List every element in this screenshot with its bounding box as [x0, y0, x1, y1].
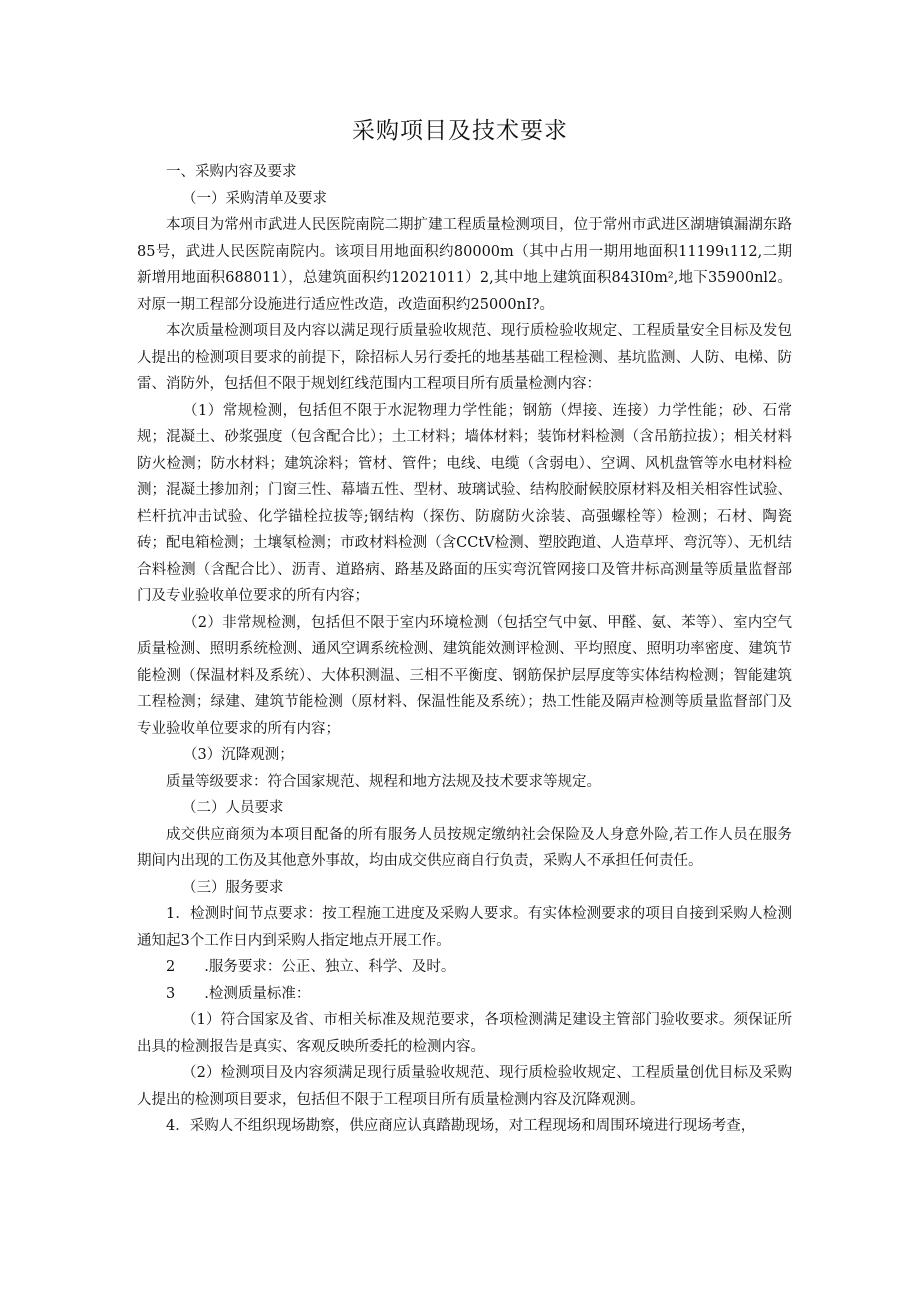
paragraph: 质量等级要求：符合国家规范、规程和地方法规及技术要求等规定。 — [166, 773, 601, 790]
subsection-heading: （一）采购清单及要求 — [182, 190, 327, 207]
list-item: （1）符合国家及省、市相关标准及规范要求，各项检测满足建设主管部门验收要求。须保证所出具的检测报告是真实、客观反映所委托的检测内容。 — [137, 1012, 792, 1055]
subsection-heading: （二）人员要求 — [182, 800, 284, 816]
list-item: 3 .检测质量标准： — [166, 985, 311, 1002]
list-item: （2）非常规检测，包括但不限于室内环境检测（包括空气中氨、甲醛、氨、苯等）、室内空气质量检测、照明系统检测、通风空调系统检测、建筑能效测评检测、平均照度、照明功率密度、建筑节能检测（保温材料及系统）、大体积测温、三相不平衡度、钢筋保护层厚度等实体结构检测；智能建筑工程检测；绿建、建筑节能检测（原材料、保温性能及系统）；热工性能及隔声检测等质量监督部门及专业验收单位要求的所有内容； — [137, 614, 792, 737]
paragraph: 本次质量检测项目及内容以满足现行质量验收规范、现行质检验收规定、工程质量安全目标及发包人提出的检测项目要求的前提下，除招标人另行委托的地基基础工程检测、基坑监测、人防、电梯、防雷、消防外，包括但不限于规划红线范围内工程项目所有质量检测内容： — [137, 323, 792, 392]
list-item: 2 .服务要求：公正、独立、科学、及时。 — [166, 959, 456, 975]
list-item: （2）检测项目及内容须满足现行质量验收规范、现行质检验收规定、工程质量创优目标及采购人提出的检测项目要求，包括但不限于工程项目所有质量检测内容及沉降观测。 — [137, 1065, 792, 1108]
section-heading: 一、采购内容及要求 — [166, 164, 297, 180]
paragraph: 本项目为常州市武进人民医院南院二期扩建工程质量检测项目，位于常州市武进区湖塘镇漏湖东路85号，武进人民医院南院内。该项目用地面积约80000m（其中占用一期用地面积11199ι112,二期新增用地面积688011），总建筑面积约12021011）2,其中地上建筑面积843I0m²,地下35900nl2。对原一期工程部分设施进行适应性改造，改造面积约25000nI?。 — [137, 217, 792, 313]
list-item: 4．采购人不组织现场勘察，供应商应认真踏勘现场，对工程现场和周围环境进行现场考查， — [166, 1118, 756, 1134]
document-body — [137, 159, 792, 1140]
page-title: 采购项目及技术要求 — [352, 118, 568, 144]
list-item: 1．检测时间节点要求：按工程施工进度及采购人要求。有实体检测要求的项目自接到采购人检测通知起3个工作日内到采购人指定地点开展工作。 — [137, 906, 792, 949]
list-item: （1）常规检测，包括但不限于水泥物理力学性能；钢筋（焊接、连接）力学性能；砂、石常规；混凝土、砂浆强度（包含配合比）；土工材料；墙体材料；装饰材料检测（含吊筋拉拔）；相关材料防火检测；防水材料；建筑涂料；管材、管件；电线、电缆（含弱电）、空调、风机盘管等水电材料检测；混凝土掺加剂；门窗三性、幕墙五性、型材、玻璃试验、结构胶耐候胶原材料及相关相容性试验、栏杆抗冲击试验、化学锚栓拉拔等;钢结构（探伤、防腐防火涂装、高强螺栓等）检测；石材、陶瓷砖；配电箱检测；土壤氡检测；市政材料检测（含CCtV检测、塑胶跑道、人造草坪、弯沉等）、无机结合料检测（含配合比）、沥青、道路病、路基及路面的压实弯沉管网接口及管井标高测量等质量监督部门及专业验收单位要求的所有内容； — [137, 402, 792, 604]
subsection-heading: （三）服务要求 — [182, 879, 284, 896]
list-item: （3）沉降观测； — [183, 747, 294, 763]
paragraph: 成交供应商须为本项目配备的所有服务人员按规定缴纳社会保险及人身意外险,若工作人员在服务期间内出现的工伤及其他意外事故，均由成交供应商自行负责，采购人不承担任何责任。 — [137, 826, 792, 869]
